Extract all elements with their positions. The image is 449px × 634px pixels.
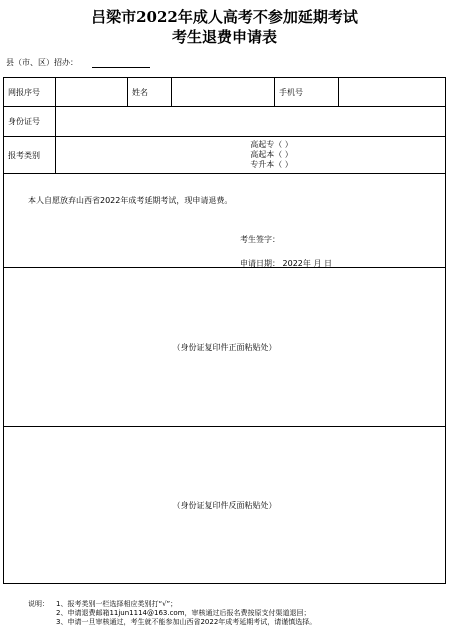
note-item: 2、申请退费邮箱11jun1114@163.com，审核通过后报名费按原支付渠道退回； [56, 609, 311, 617]
name-field[interactable] [172, 78, 275, 107]
signature-label[interactable]: 考生签字： [240, 235, 280, 244]
category-option[interactable]: 高起专（ ） [250, 140, 293, 149]
note-item: 3、申请一旦审核通过，考生就不能参加山西省2022年成考延期考试，请谨慎选择。 [56, 618, 317, 626]
name-label: 姓名 [128, 78, 172, 107]
notes-label: 说明： [28, 600, 49, 608]
phone-field[interactable] [339, 78, 446, 107]
id-no-label: 身份证号 [4, 107, 56, 137]
phone-label: 手机号 [275, 78, 339, 107]
id-no-field[interactable] [56, 107, 446, 137]
id-front-paste-area: （身份证复印件正面粘贴处） [4, 268, 446, 427]
form-row-category [4, 137, 446, 174]
form-subtitle: 考生退费申请表 [171, 28, 277, 46]
application-form-table [3, 77, 446, 584]
form-row-basic [4, 78, 446, 107]
county-office-blank [92, 67, 150, 68]
form-row-photo-back [4, 427, 446, 584]
category-label: 报考类别 [4, 137, 56, 174]
application-date-label[interactable]: 申请日期： 2022年 月 日 [240, 259, 332, 268]
statement-cell [4, 174, 446, 268]
form-title: 吕梁市2022年成人高考不参加延期考试 [91, 8, 358, 26]
category-option[interactable]: 高起本（ ） [250, 150, 293, 159]
category-option[interactable]: 专升本（ ） [250, 160, 293, 169]
category-options[interactable] [56, 137, 446, 174]
county-office-label: 县（市、区）招办： [6, 58, 78, 67]
note-item: 1、报考类别一栏选择相应类别打“√”； [56, 600, 178, 608]
form-row-photo-front [4, 268, 446, 427]
statement-text: 本人自愿放弃山西省2022年成考延期考试，现申请退费。 [28, 196, 233, 205]
registration-no-field[interactable] [56, 78, 128, 107]
registration-no-label: 网报序号 [4, 78, 56, 107]
form-row-id [4, 107, 446, 137]
id-back-paste-area: （身份证复印件反面粘贴处） [4, 427, 446, 584]
notes-section [28, 600, 316, 627]
form-row-statement [4, 174, 446, 268]
